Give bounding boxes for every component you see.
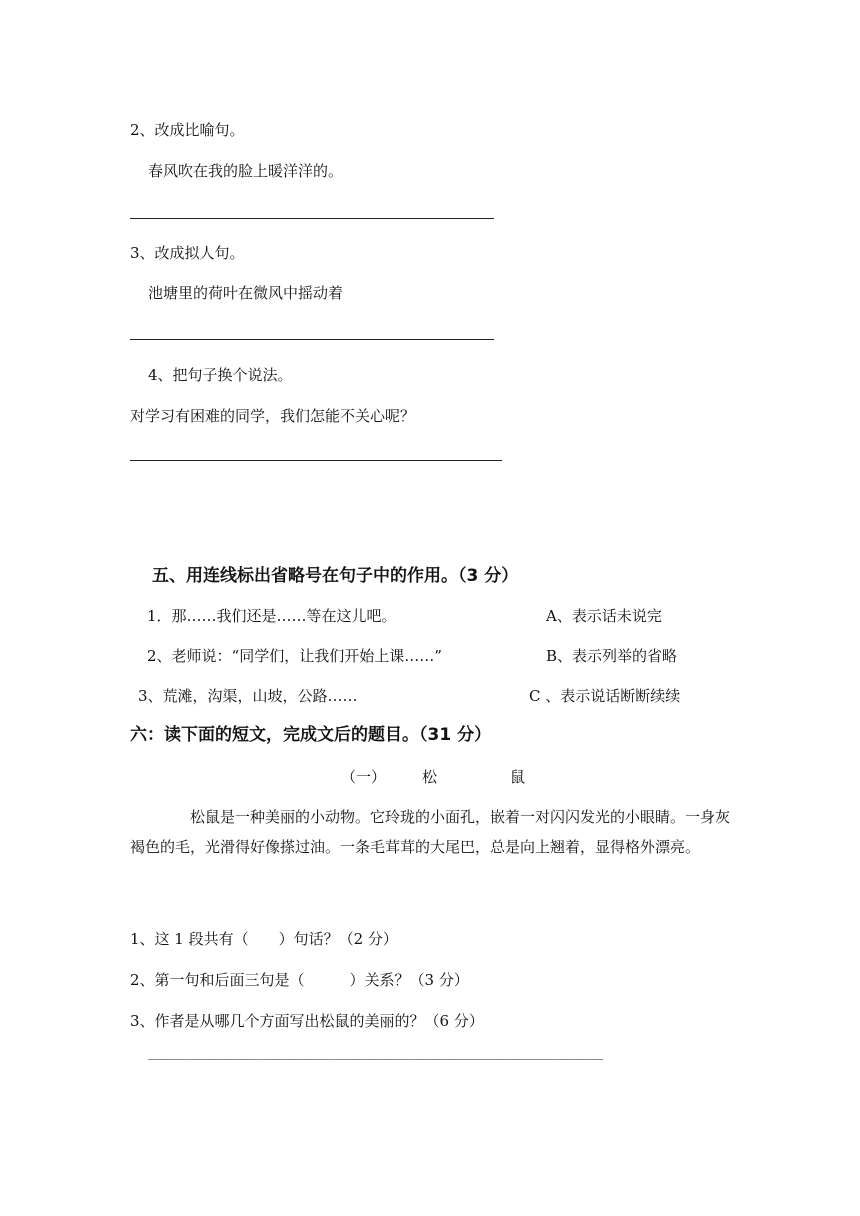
q3-answer-line[interactable] [130, 339, 494, 340]
q4-sentence: 对学习有困难的同学，我们怎能不关心呢？ [130, 407, 416, 425]
passage-title-char-1: 松 [422, 768, 438, 786]
reading-q3: 3、作者是从哪几个方面写出松鼠的美丽的？（6 分） [130, 1012, 484, 1030]
q2-sentence: 春风吹在我的脸上暖洋洋的。 [148, 162, 344, 180]
match-left-3[interactable]: 3、荒滩，沟渠，山坡，公路…… [138, 687, 358, 705]
match-left-2[interactable]: 2、老师说：“同学们，让我们开始上课……” [147, 647, 442, 665]
passage-text: 松鼠是一种美丽的小动物。它玲珑的小面孔，嵌着一对闪闪发光的小眼睛。一身灰褐色的毛，光滑得好像搽过油。一条毛茸茸的大尾巴，总是向上翘着，显得格外漂亮。 [130, 808, 731, 856]
q4-title: 4、把句子换个说法。 [148, 366, 293, 384]
passage-title-char-2: 鼠 [510, 768, 526, 786]
section-five-heading: 五、用连线标出省略号在句子中的作用。（3 分） [152, 566, 519, 586]
q2-title: 2、改成比喻句。 [130, 121, 245, 139]
passage-number: （一） [341, 768, 387, 786]
q4-answer-line[interactable] [130, 460, 502, 461]
q2-answer-line[interactable] [130, 218, 494, 219]
q3-sentence: 池塘里的荷叶在微风中摇动着 [148, 284, 344, 302]
reading-q1: 1、这 1 段共有（ ）句话？（2 分） [130, 930, 398, 948]
q3-title: 3、改成拟人句。 [130, 244, 245, 262]
match-right-b[interactable]: B、表示列举的省略 [546, 647, 678, 665]
match-right-c[interactable]: C 、表示说话断断续续 [529, 687, 681, 705]
section-six-heading: 六：读下面的短文，完成文后的题目。（31 分） [130, 725, 492, 745]
match-right-a[interactable]: A、表示话未说完 [546, 607, 662, 625]
reading-q2: 2、第一句和后面三句是（ ）关系？（3 分） [130, 971, 469, 989]
match-left-1[interactable]: 1．那……我们还是……等在这儿吧。 [147, 607, 397, 625]
reading-q3-answer-line[interactable]: _______________________________________________________________ [148, 1046, 604, 1060]
